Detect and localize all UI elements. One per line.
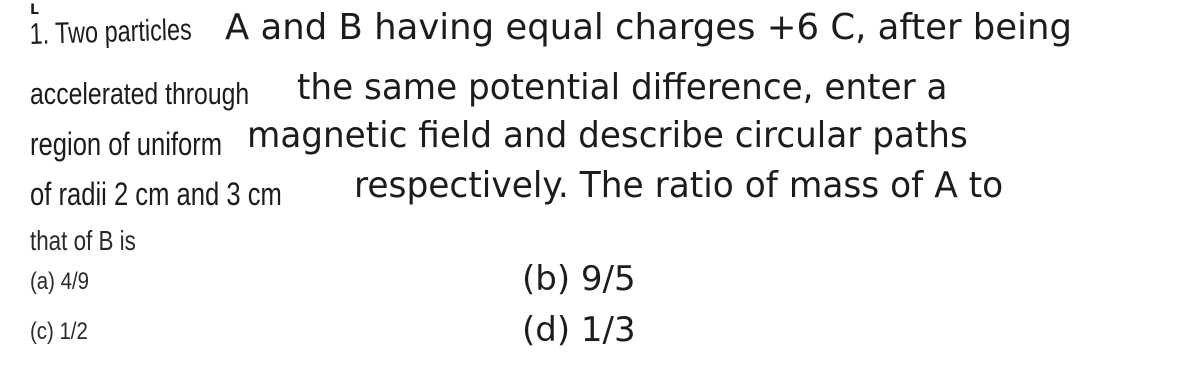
question-line-3: [30, 128, 270, 160]
question-line-3-right: magnetic field and describe circular paths: [247, 115, 968, 156]
option-c-label: (c) 1/2: [30, 318, 88, 345]
question-line-4: [30, 178, 345, 210]
corner-mark: L: [30, 2, 39, 18]
question-line-4-right: respectively. The ratio of mass of A to: [354, 165, 1004, 206]
question-line-3-right-wrap: [247, 115, 1006, 156]
question-line-5-left: that of B is: [30, 225, 136, 256]
question-line-1-right-wrap: [225, 7, 1085, 48]
option-d[interactable]: [522, 310, 636, 350]
option-b-label: (b) 9/5: [522, 259, 636, 299]
question-line-2: [30, 78, 304, 109]
question-line-1-left: 1. Two particles: [29, 13, 193, 51]
question-line-2-left: accelerated through: [30, 76, 250, 111]
option-d-label: (d) 1/3: [522, 310, 636, 350]
question-line-5: [30, 227, 162, 255]
question-line-4-right-wrap: [354, 165, 1034, 206]
question-line-1-right: A and B having equal charges +6 C, after being: [225, 7, 1072, 48]
question-line-1: [29, 14, 238, 50]
option-a[interactable]: [30, 270, 99, 294]
question-line-2-right: the same potential difference, enter a: [297, 67, 948, 108]
question-line-2-right-wrap: [297, 67, 982, 108]
option-b[interactable]: [522, 259, 636, 299]
option-a-label: (a) 4/9: [30, 268, 89, 295]
question-line-3-left: region of uniform: [30, 126, 223, 162]
option-c[interactable]: [30, 320, 98, 344]
question-line-4-left: of radii 2 cm and 3 cm: [30, 176, 282, 212]
